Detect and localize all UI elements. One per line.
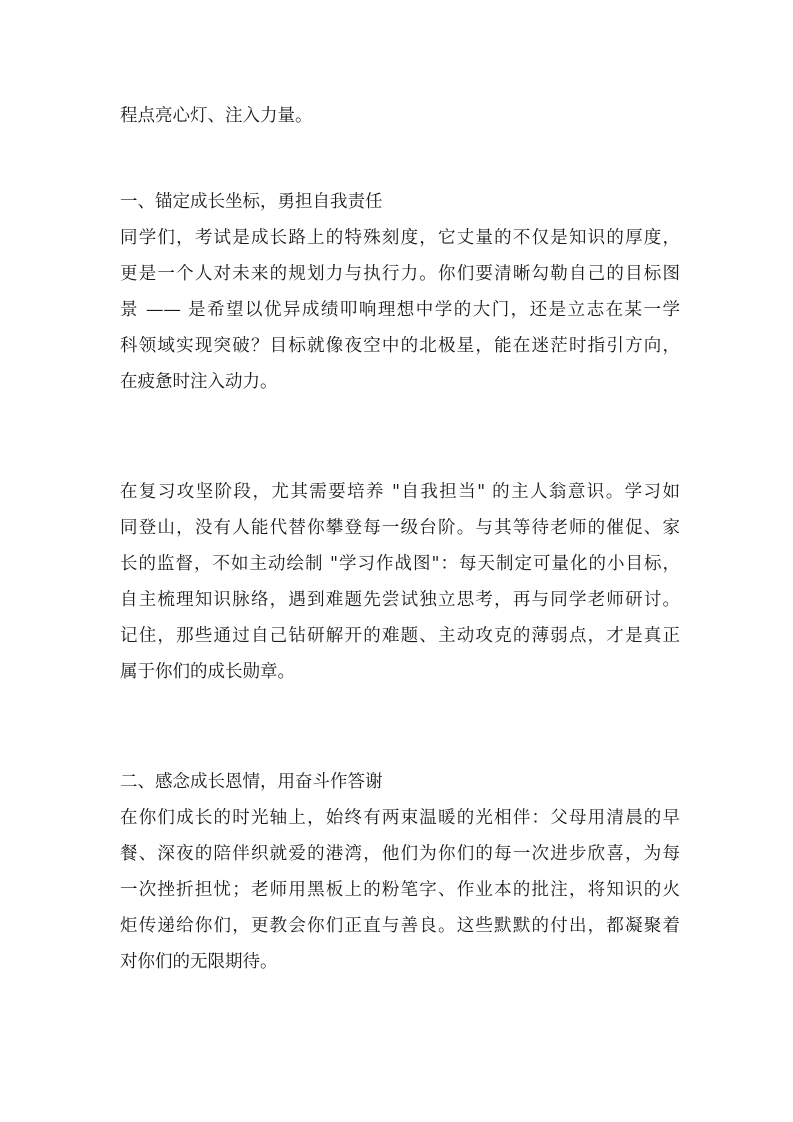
paragraph-line: 属于你们的成长勋章。 (120, 662, 295, 682)
paragraph-line: 对你们的无限期待。 (120, 952, 278, 972)
paragraph-line: 在你们成长的时光轴上，始终有两束温暖的光相伴：父母用清晨的早 (120, 808, 680, 828)
section-1-paragraph-2 (120, 474, 680, 690)
intro-paragraph (120, 98, 680, 134)
paragraph-line: 同登山，没有人能代替你攀登每一级台阶。与其等待老师的催促、家 (120, 518, 680, 538)
paragraph-line: 长的监督，不如主动绘制 "学习作战图"：每天制定可量化的小目标， (120, 554, 680, 574)
section-1-heading: 一、锚定成长坐标，勇担自我责任 (120, 192, 383, 212)
paragraph-line: 在疲惫时注入动力。 (120, 372, 278, 392)
paragraph-line: 餐、深夜的陪伴织就爱的港湾，他们为你们的每一次进步欣喜，为每 (120, 844, 680, 864)
section-2 (120, 764, 680, 980)
paragraph-line: 更是一个人对未来的规划力与执行力。你们要清晰勾勒自己的目标图 (120, 264, 680, 284)
paragraph-line: 炬传递给你们，更教会你们正直与善良。这些默默的付出，都凝聚着 (120, 916, 680, 936)
paragraph-line: 一次挫折担忧；老师用黑板上的粉笔字、作业本的批注，将知识的火 (120, 880, 680, 900)
section-2-heading: 二、感念成长恩情，用奋斗作答谢 (120, 772, 383, 792)
paragraph-line: 景 —— 是希望以优异成绩叩响理想中学的大门，还是立志在某一学 (120, 300, 680, 320)
paragraph-line: 记住，那些通过自己钻研解开的难题、主动攻克的薄弱点，才是真正 (120, 626, 680, 646)
intro-line: 程点亮心灯、注入力量。 (120, 106, 313, 126)
paragraph-line: 自主梳理知识脉络，遇到难题先尝试独立思考，再与同学老师研讨。 (120, 590, 680, 610)
section-1 (120, 184, 680, 400)
paragraph-line: 科领域实现突破？目标就像夜空中的北极星，能在迷茫时指引方向， (120, 336, 680, 356)
paragraph-line: 同学们，考试是成长路上的特殊刻度，它丈量的不仅是知识的厚度， (120, 228, 680, 248)
paragraph-line: 在复习攻坚阶段，尤其需要培养 "自我担当" 的主人翁意识。学习如 (120, 482, 680, 502)
